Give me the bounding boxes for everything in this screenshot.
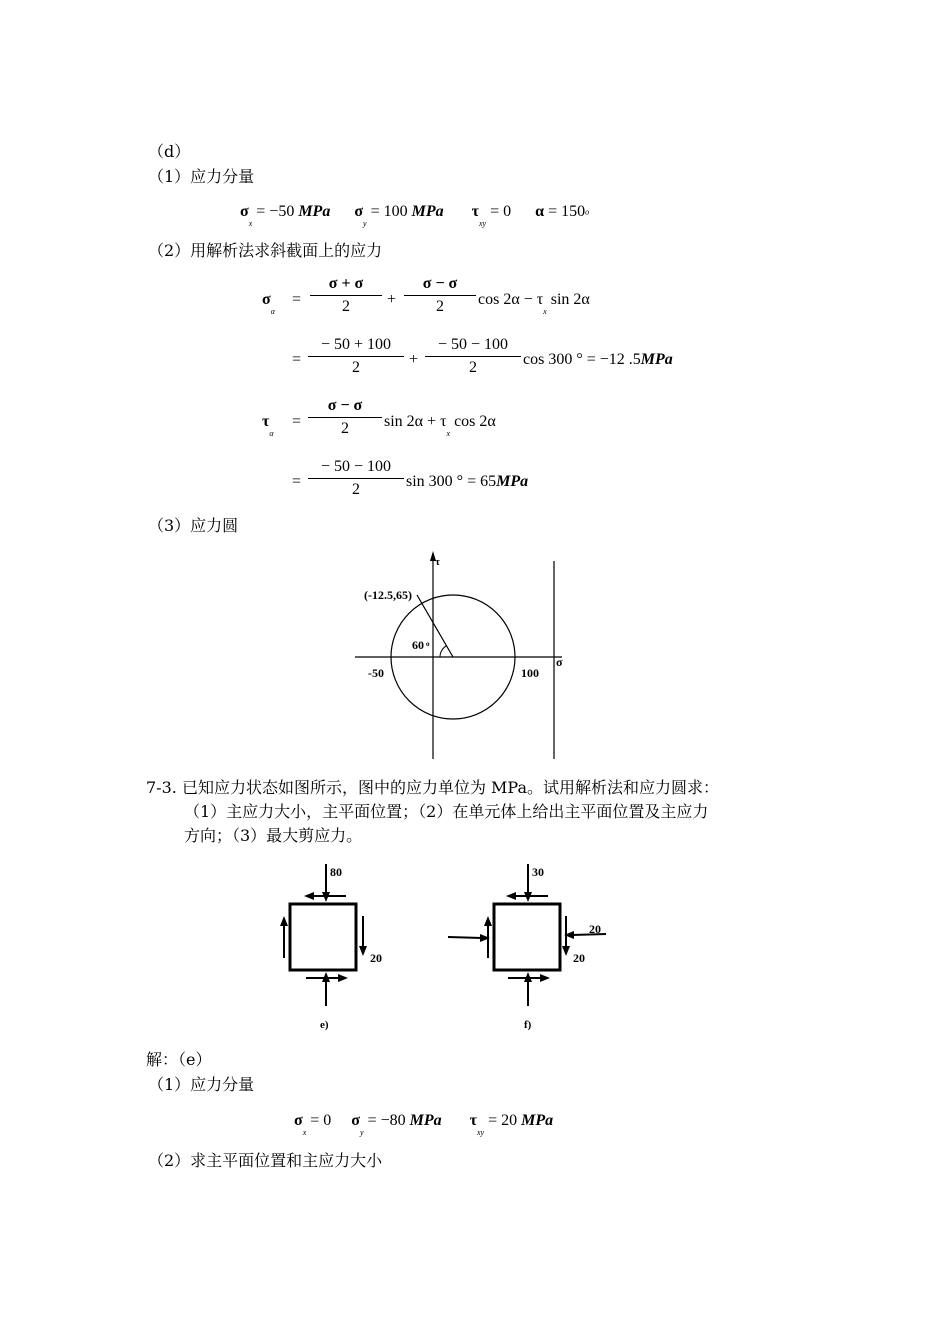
part-e-components xyxy=(294,1111,554,1137)
e-sigma-y-sub: y xyxy=(360,1128,364,1137)
e-sigma-x-sub: x xyxy=(302,1128,307,1137)
eq-sigma-tail-text: cos 2α − τ xyxy=(478,291,544,308)
eq-sigma-num-f2-den: 2 xyxy=(469,359,477,376)
element-square-e xyxy=(290,904,356,970)
e-tau-xy-unit: MPa xyxy=(521,1112,554,1129)
problem-line-1: 7-3. 已知应力状态如图所示，图中的应力单位为 MPa。试用解析法和应力圆求： xyxy=(146,778,719,797)
eq-tau-tail2: cos 2α xyxy=(454,413,496,430)
bottom-shear-arrowhead-e-icon xyxy=(338,974,348,982)
part-d-heading: （d） xyxy=(148,142,191,161)
eq-sigma-num-tail xyxy=(523,350,673,370)
part-e-step1: （1）应力分量 xyxy=(148,1075,255,1094)
sigma-x-sub: x xyxy=(248,219,253,228)
eq-sigma-num-tail-text: cos 300 ° = −12 .5 xyxy=(523,351,641,368)
top-shear-arrowhead-f-icon xyxy=(506,892,516,900)
eq-tau-tail-sub: x xyxy=(446,429,451,438)
left-shear-arrowhead-e-icon xyxy=(280,916,288,926)
eq-sigma-lhs xyxy=(262,290,275,316)
sigma-y-unit: MPa xyxy=(411,203,444,220)
eq-tau-tail-text: sin 2α + τ xyxy=(384,413,447,430)
angle-label: 60 xyxy=(412,638,424,652)
fig-e-side-label: 20 xyxy=(370,951,382,965)
point-label: (-12.5,65) xyxy=(364,588,412,602)
eq-sigma-num-equals: = xyxy=(292,351,302,368)
eq-sigma-f1-den: 2 xyxy=(342,298,350,315)
eq-tau-num-equals: = xyxy=(292,473,302,490)
part-d-step3: （3）应力圆 xyxy=(148,516,239,535)
sigma-y-sub: y xyxy=(363,219,367,228)
fig-f-right-label-a: 20 xyxy=(589,922,601,936)
tau-xy-value: = 0 xyxy=(490,203,512,220)
fig-f-right-label-b: 20 xyxy=(573,951,585,965)
figure-f xyxy=(440,858,620,1038)
eq-sigma-num-f1-den: 2 xyxy=(352,359,360,376)
e-sigma-y-value: = −80 xyxy=(367,1112,406,1129)
part-d-step2: （2）用解析法求斜截面上的应力 xyxy=(148,241,383,260)
e-tau-xy-value: = 20 xyxy=(488,1112,518,1129)
eq-sigma-equals: = xyxy=(292,291,302,308)
angle-arc xyxy=(440,646,447,657)
eq-tau-f1-den: 2 xyxy=(341,420,349,437)
sigma-x-value: = −50 xyxy=(256,203,295,220)
eq-sigma-num-plus: + xyxy=(409,351,419,368)
eq-tau-f1-num: σ − σ xyxy=(327,397,363,414)
left-normal-f xyxy=(448,937,482,938)
right-shear-arrowhead-f-icon xyxy=(562,946,570,956)
sigma-x-unit: MPa xyxy=(298,203,331,220)
figure-e xyxy=(270,858,400,1038)
eq-sigma-fraction-2 xyxy=(404,274,476,317)
eq-tau-num-unit: MPa xyxy=(496,473,529,490)
problem-line-2: （1）主应力大小，主平面位置；（2）在单元体上给出主平面位置及主应力 xyxy=(184,802,709,821)
eq-sigma-fraction-1 xyxy=(310,274,382,317)
e-sigma-y-symbol: σ xyxy=(351,1112,360,1129)
eq-sigma-f2-den: 2 xyxy=(436,298,444,315)
left-shear-arrowhead-f-icon xyxy=(484,916,492,926)
e-sigma-y-unit: MPa xyxy=(409,1112,442,1129)
right-shear-arrowhead-e-icon xyxy=(359,946,367,956)
alpha-symbol: α xyxy=(535,203,545,220)
eq-tau-num-f1-num: − 50 − 100 xyxy=(320,458,392,475)
fig-e-caption: e) xyxy=(320,1019,329,1031)
eq-sigma-num-f2-num: − 50 − 100 xyxy=(437,336,509,353)
tau-xy-sub: xy xyxy=(478,219,487,228)
bottom-shear-arrowhead-f-icon xyxy=(540,974,550,982)
top-shear-arrowhead-e-icon xyxy=(304,892,314,900)
eq-sigma-lhs-sub: α xyxy=(270,307,275,316)
eq-tau-lhs-symbol: τ xyxy=(262,413,270,430)
eq-tau-equals: = xyxy=(292,413,302,430)
fig-f-caption: f) xyxy=(524,1019,532,1031)
part-d-step1: （1）应力分量 xyxy=(148,167,255,186)
sigma-y-symbol: σ xyxy=(354,203,364,220)
eq-sigma-f2-num: σ − σ xyxy=(422,275,458,292)
eq-sigma-num-f1-num: − 50 + 100 xyxy=(320,336,392,353)
sigma-y-value: = 100 xyxy=(370,203,408,220)
right-intercept-label: 100 xyxy=(521,666,539,680)
eq-sigma-plus: + xyxy=(387,291,397,308)
eq-tau-num-tail-text: sin 300 ° = 65 xyxy=(406,473,497,490)
e-tau-xy-symbol: τ xyxy=(469,1112,477,1129)
eq-tau-lhs xyxy=(262,412,274,438)
angle-degree: o xyxy=(426,640,430,648)
fig-e-top-label: 80 xyxy=(330,865,342,879)
problem-line-3: 方向；（3）最大剪应力。 xyxy=(184,826,363,845)
mohr-circle-figure xyxy=(340,545,590,765)
eq-sigma-tail xyxy=(478,290,590,316)
part-e-heading: 解：（e） xyxy=(146,1050,212,1069)
eq-tau-fraction-1 xyxy=(308,396,382,439)
e-sigma-x-value: = 0 xyxy=(310,1112,332,1129)
eq-sigma-tail-sub: x xyxy=(543,307,547,316)
eq-sigma-num-fraction-2 xyxy=(425,335,521,378)
eq-tau-lhs-sub: α xyxy=(269,429,274,438)
eq-tau-num-tail xyxy=(406,472,528,492)
tau-xy-symbol: τ xyxy=(471,203,479,220)
sigma-x-symbol: σ xyxy=(240,203,249,220)
sigma-axis-label: σ xyxy=(556,655,563,669)
part-e-step2: （2）求主平面位置和主应力大小 xyxy=(148,1151,383,1170)
fig-f-top-label: 30 xyxy=(532,865,544,879)
e-sigma-x-symbol: σ xyxy=(294,1112,303,1129)
eq-sigma-tail2: sin 2α xyxy=(550,291,590,308)
element-square-f xyxy=(494,904,560,970)
tau-axis-label: τ xyxy=(435,556,441,568)
eq-tau-num-fraction-1 xyxy=(308,457,404,500)
eq-sigma-num-unit: MPa xyxy=(640,351,673,368)
left-intercept-label: -50 xyxy=(368,666,384,680)
part-d-components xyxy=(240,202,590,228)
eq-tau-tail xyxy=(384,412,496,438)
eq-sigma-lhs-symbol: σ xyxy=(262,291,271,308)
e-tau-xy-sub: xy xyxy=(476,1128,485,1137)
eq-sigma-num-fraction-1 xyxy=(308,335,404,378)
alpha-degree: o xyxy=(585,207,590,217)
eq-sigma-f1-num: σ + σ xyxy=(328,275,364,292)
eq-tau-num-f1-den: 2 xyxy=(352,481,360,498)
alpha-value: = 150 xyxy=(548,203,586,220)
